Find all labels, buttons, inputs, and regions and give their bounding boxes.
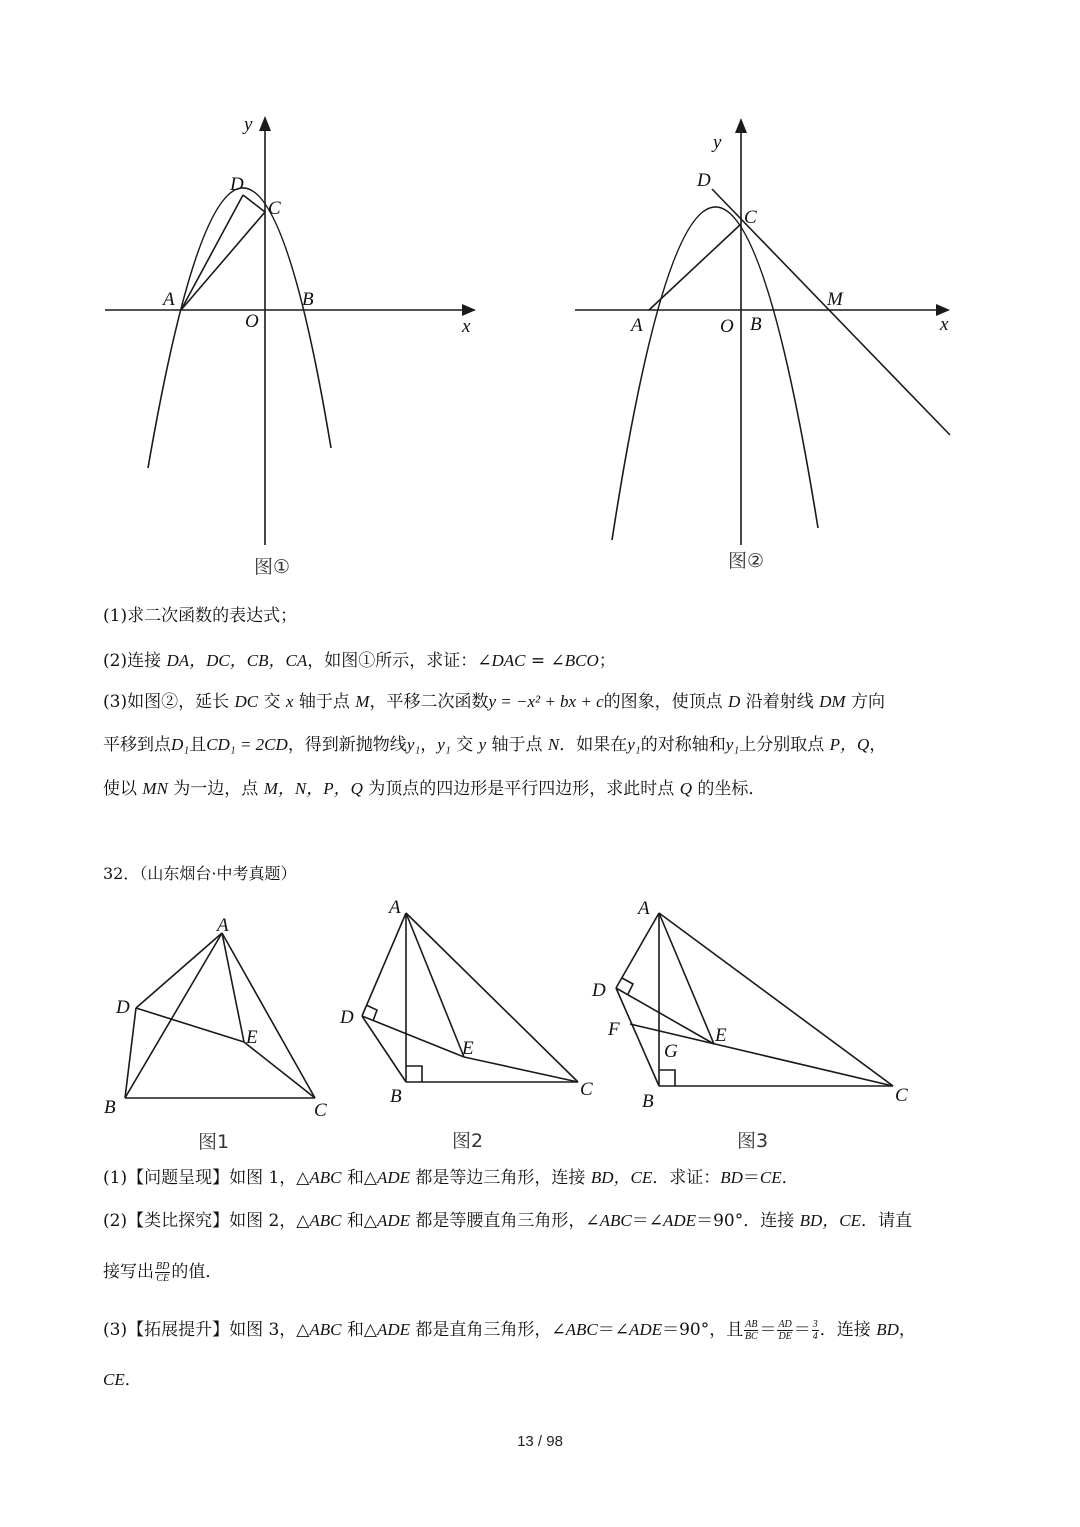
q31p3-d: ，平移二次函数 bbox=[369, 692, 489, 712]
q31p2-mid: ，如图①所示，求证： bbox=[307, 651, 478, 671]
q31p2-angle1: ∠DAC bbox=[477, 651, 526, 670]
q32f1-seg-AB bbox=[125, 933, 222, 1098]
q31p3-l2b: 且 bbox=[189, 735, 207, 755]
q31p3-g: 方向 bbox=[845, 692, 885, 712]
q32f3-seg-AC bbox=[659, 913, 893, 1086]
fig1-x-arrow bbox=[462, 304, 476, 316]
q32f2-seg-EC bbox=[464, 1057, 578, 1082]
fig1-label-x: x bbox=[462, 316, 471, 337]
q32p2-a: (2)【类比探究】如图 2，△ bbox=[103, 1211, 310, 1231]
fig2-label-A: A bbox=[631, 315, 643, 336]
q32p2-bdce: BD，CE bbox=[799, 1211, 862, 1230]
q32p2-c: 都是等腰直角三角形， bbox=[410, 1211, 586, 1231]
q32p3-eq1: ＝ bbox=[759, 1320, 777, 1340]
q32-header-text: 32．（山东烟台·中考真题） bbox=[103, 864, 297, 883]
q32p2-ang1: ∠ABC bbox=[585, 1211, 632, 1230]
q32f3-label-B: B bbox=[642, 1091, 654, 1112]
q32p2-ade: ADE bbox=[376, 1211, 411, 1230]
q32f3-caption: 图3 bbox=[737, 1130, 769, 1152]
q32p2-ang2: ∠ADE bbox=[648, 1211, 697, 1230]
q31p3-l2e: 交 bbox=[450, 735, 479, 755]
q32f3-seg-AD bbox=[616, 913, 659, 988]
q31p3-l2g: ．如果在 bbox=[559, 735, 628, 755]
q32f2-label-A: A bbox=[389, 897, 401, 918]
q32f2-seg-DB bbox=[362, 1016, 406, 1082]
figure-2 bbox=[575, 118, 950, 572]
q31p3-l2PQ: P，Q bbox=[829, 735, 870, 754]
q31-part3-line2 bbox=[103, 733, 983, 757]
q31p3-x: x bbox=[285, 692, 294, 711]
q32f3-seg-DB bbox=[616, 988, 659, 1086]
fig2-parabola bbox=[612, 207, 818, 540]
q31p3-l2d: ， bbox=[420, 735, 438, 755]
q31p3-fn: y = −x² + bx + c bbox=[488, 692, 604, 711]
q32f1-seg-AD bbox=[136, 933, 222, 1008]
fig1-caption: 图① bbox=[254, 556, 291, 578]
q32p3-d: ＝ bbox=[597, 1320, 615, 1340]
q32p3-g: ．连接 bbox=[819, 1320, 877, 1340]
q32-part3-line1 bbox=[103, 1318, 983, 1342]
fig1-y-arrow bbox=[259, 116, 271, 131]
q32f1-seg-EC bbox=[244, 1042, 315, 1098]
q32f2-seg-AC bbox=[406, 913, 578, 1082]
q32p1-bdce: BD，CE bbox=[590, 1168, 653, 1187]
q31p3-l2y1c: y₁ bbox=[627, 735, 641, 754]
q32p2-b: 和△ bbox=[341, 1211, 377, 1231]
q32f2-seg-AD bbox=[362, 913, 406, 1016]
fig1-label-A: A bbox=[163, 289, 175, 310]
q32f1-label-C: C bbox=[314, 1100, 327, 1121]
q32p1-abc: ABC bbox=[309, 1168, 342, 1187]
fig1-label-C: C bbox=[268, 198, 281, 219]
q32p2-l2a: 接写出 bbox=[103, 1262, 154, 1282]
fig2-seg-CA bbox=[649, 224, 741, 310]
q32f2-seg-DE bbox=[362, 1016, 464, 1057]
q32f1-label-B: B bbox=[104, 1097, 116, 1118]
q32p3-frac2-den: DE bbox=[778, 1331, 792, 1342]
q32p3-ade: ADE bbox=[376, 1320, 411, 1339]
q32-figure-3 bbox=[591, 898, 908, 1152]
fig1-seg-CA bbox=[181, 212, 265, 310]
q31p3-f: 沿着射线 bbox=[740, 692, 820, 712]
q31p3-l2y1d: y₁ bbox=[725, 735, 740, 754]
fig1-label-y: y bbox=[244, 114, 253, 135]
q31p3-l3pts: M，N，P，Q bbox=[263, 779, 363, 798]
fig1-label-O: O bbox=[245, 311, 259, 332]
q32f1-label-A: A bbox=[217, 915, 229, 936]
q31p3-l2y: y bbox=[478, 735, 487, 754]
fig1-label-D: D bbox=[230, 174, 244, 195]
q32p1-f: ． bbox=[781, 1168, 799, 1188]
q32-part1 bbox=[103, 1166, 983, 1190]
q32p2-e: ＝90°．连接 bbox=[696, 1211, 800, 1231]
q31-part3-line3 bbox=[103, 777, 983, 801]
q31-part3-line1 bbox=[103, 690, 983, 714]
q32f3-label-D: D bbox=[592, 980, 606, 1001]
q32p2-l2b: 的值． bbox=[171, 1262, 223, 1282]
q31p3-dc: DC bbox=[234, 692, 259, 711]
q32f3-label-F: F bbox=[608, 1019, 620, 1040]
q31p2-eq: = bbox=[525, 651, 551, 671]
q32p3-b: 和△ bbox=[341, 1320, 377, 1340]
q32p3-h: ， bbox=[898, 1320, 916, 1340]
fig2-label-y: y bbox=[713, 132, 722, 153]
q32f3-label-C: C bbox=[895, 1085, 908, 1106]
q32p3-bd: BD bbox=[876, 1320, 899, 1339]
q32-figure-1 bbox=[104, 915, 327, 1153]
q32f3-right-angle-B bbox=[659, 1070, 675, 1086]
q31p3-l2c: ，得到新抛物线 bbox=[287, 735, 407, 755]
q32p3-ang2: ∠ADE bbox=[614, 1320, 663, 1339]
q32f1-label-E: E bbox=[246, 1027, 258, 1048]
q32p3-frac1 bbox=[744, 1319, 758, 1342]
q32-figure-2 bbox=[339, 897, 593, 1152]
q31p3-a: (3)如图②，延长 bbox=[103, 692, 235, 712]
fig1-parabola bbox=[148, 188, 331, 468]
fig2-label-B: B bbox=[750, 314, 762, 335]
q32p1-bd: BD bbox=[720, 1168, 743, 1187]
q32f1-seg-AC bbox=[222, 933, 315, 1098]
page-number: 13 / 98 bbox=[517, 1433, 563, 1450]
q32p2-d: ＝ bbox=[631, 1211, 649, 1231]
q32f1-seg-AE bbox=[222, 933, 244, 1042]
q31p3-l2y1b: y₁ bbox=[437, 735, 451, 754]
fig2-label-O: O bbox=[720, 316, 734, 337]
q32p2-frac-den: CE bbox=[156, 1273, 170, 1284]
q32-part3-line2 bbox=[103, 1368, 983, 1392]
q32f2-label-D: D bbox=[340, 1007, 354, 1028]
q32p1-c: 都是等边三角形，连接 bbox=[410, 1168, 591, 1188]
q32p1-a: (1)【问题呈现】如图 1，△ bbox=[103, 1168, 310, 1188]
q32p3-c: 都是直角三角形， bbox=[410, 1320, 552, 1340]
q32p1-e: ＝ bbox=[742, 1168, 760, 1188]
q32f2-seg-AE bbox=[406, 913, 464, 1057]
q32f3-label-G: G bbox=[664, 1041, 678, 1062]
q32p3-frac1-num: AB bbox=[745, 1319, 758, 1330]
q32p3-frac3-den: 4 bbox=[812, 1331, 818, 1342]
q31p3-l3MN: MN bbox=[142, 779, 168, 798]
q32p3-frac1-den: BC bbox=[744, 1331, 758, 1342]
q32p3-ang1: ∠ABC bbox=[551, 1320, 598, 1339]
q32p3-abc: ABC bbox=[309, 1320, 342, 1339]
q31-part1-text: (1)求二次函数的表达式； bbox=[103, 606, 298, 626]
q31p2-prefix: (2)连接 bbox=[103, 651, 167, 671]
q31p3-l2eq: CD₁ = 2CD bbox=[206, 735, 288, 754]
q31p3-l3c: 为一边，点 bbox=[167, 779, 264, 799]
q31p3-l3Q: Q bbox=[679, 779, 692, 798]
q31p3-l2y1: y₁ bbox=[406, 735, 421, 754]
q31p3-l2a: 平移到点 bbox=[103, 735, 171, 755]
fig2-label-D: D bbox=[697, 170, 711, 191]
q32p3-line2: CE bbox=[103, 1370, 125, 1389]
fig2-y-arrow bbox=[735, 118, 747, 133]
q31p3-D: D bbox=[728, 692, 741, 711]
q32p3-line2-end: ． bbox=[124, 1370, 142, 1390]
q31p3-b: 交 bbox=[258, 692, 286, 712]
q32-part2-line2 bbox=[103, 1260, 983, 1284]
q32p3-frac2-num: AD bbox=[778, 1319, 792, 1330]
q31p2-end: ； bbox=[598, 651, 616, 671]
fig2-caption: 图② bbox=[728, 550, 765, 572]
figure-1 bbox=[105, 114, 476, 578]
q32f1-seg-DB bbox=[125, 1008, 136, 1098]
q31-part2 bbox=[103, 649, 983, 673]
q32p2-fraction bbox=[155, 1261, 170, 1284]
q32f2-label-C: C bbox=[580, 1079, 593, 1100]
q31p2-angle2: ∠BCO bbox=[550, 651, 599, 670]
q32p2-f: ．请直 bbox=[861, 1211, 913, 1231]
fig1-seg-DC bbox=[243, 195, 265, 212]
fig2-label-C: C bbox=[744, 207, 757, 228]
q32f2-right-angle-B bbox=[406, 1066, 422, 1082]
q32p1-b: 和△ bbox=[341, 1168, 377, 1188]
q32p3-frac3-num: 3 bbox=[812, 1319, 818, 1330]
q32p3-frac2 bbox=[777, 1319, 792, 1342]
q32p2-frac-num: BD bbox=[156, 1261, 170, 1272]
q32p3-frac3 bbox=[812, 1319, 819, 1342]
q31p3-l2N: N bbox=[547, 735, 560, 754]
q32p1-d: ．求证： bbox=[652, 1168, 721, 1188]
fig2-label-x: x bbox=[940, 314, 949, 335]
q31p2-segs: DA，DC，CB，CA bbox=[166, 651, 308, 670]
q32f1-label-D: D bbox=[116, 997, 130, 1018]
q32f3-label-A: A bbox=[638, 898, 650, 919]
q32p2-abc: ABC bbox=[309, 1211, 342, 1230]
q31p3-c: 轴于点 bbox=[293, 692, 356, 712]
q32f1-seg-DE bbox=[136, 1008, 244, 1042]
q32f2-label-B: B bbox=[390, 1086, 402, 1107]
q32p1-ade: ADE bbox=[376, 1168, 411, 1187]
q32p1-ce: CE bbox=[759, 1168, 782, 1187]
q31-part1 bbox=[103, 604, 983, 628]
q31p3-l3b: 使以 bbox=[103, 779, 143, 799]
q31p3-l2h: 的对称轴和 bbox=[640, 735, 726, 755]
q32p3-a: (3)【拓展提升】如图 3，△ bbox=[103, 1320, 310, 1340]
q32f3-seg-DE bbox=[616, 988, 714, 1044]
q32p3-eq2: ＝ bbox=[793, 1320, 811, 1340]
fig1-label-B: B bbox=[302, 289, 314, 310]
q31p3-l2d1: D₁ bbox=[171, 735, 190, 754]
q31p3-e: 的图象，使顶点 bbox=[603, 692, 729, 712]
q32p3-e: ＝90°，且 bbox=[662, 1320, 744, 1340]
q32f3-label-E: E bbox=[715, 1025, 727, 1046]
q32f1-caption: 图1 bbox=[198, 1131, 230, 1153]
q32f2-label-E: E bbox=[462, 1038, 474, 1059]
fig1-seg-DA bbox=[181, 195, 243, 310]
fig2-label-M: M bbox=[827, 289, 843, 310]
q31p3-l3e: 的坐标． bbox=[691, 779, 766, 799]
q32-part2-line1 bbox=[103, 1209, 983, 1233]
q31p3-DM: DM bbox=[819, 692, 846, 711]
q31p3-l2i: 上分别取点 bbox=[739, 735, 830, 755]
q32f2-caption: 图2 bbox=[452, 1130, 484, 1152]
q31p3-m: M bbox=[355, 692, 370, 711]
q31p3-l3a: ， bbox=[869, 735, 887, 755]
q32-header bbox=[103, 862, 983, 886]
q31p3-l2f: 轴于点 bbox=[486, 735, 548, 755]
q31p3-l3d: 为顶点的四边形是平行四边形，求此时点 bbox=[362, 779, 680, 799]
